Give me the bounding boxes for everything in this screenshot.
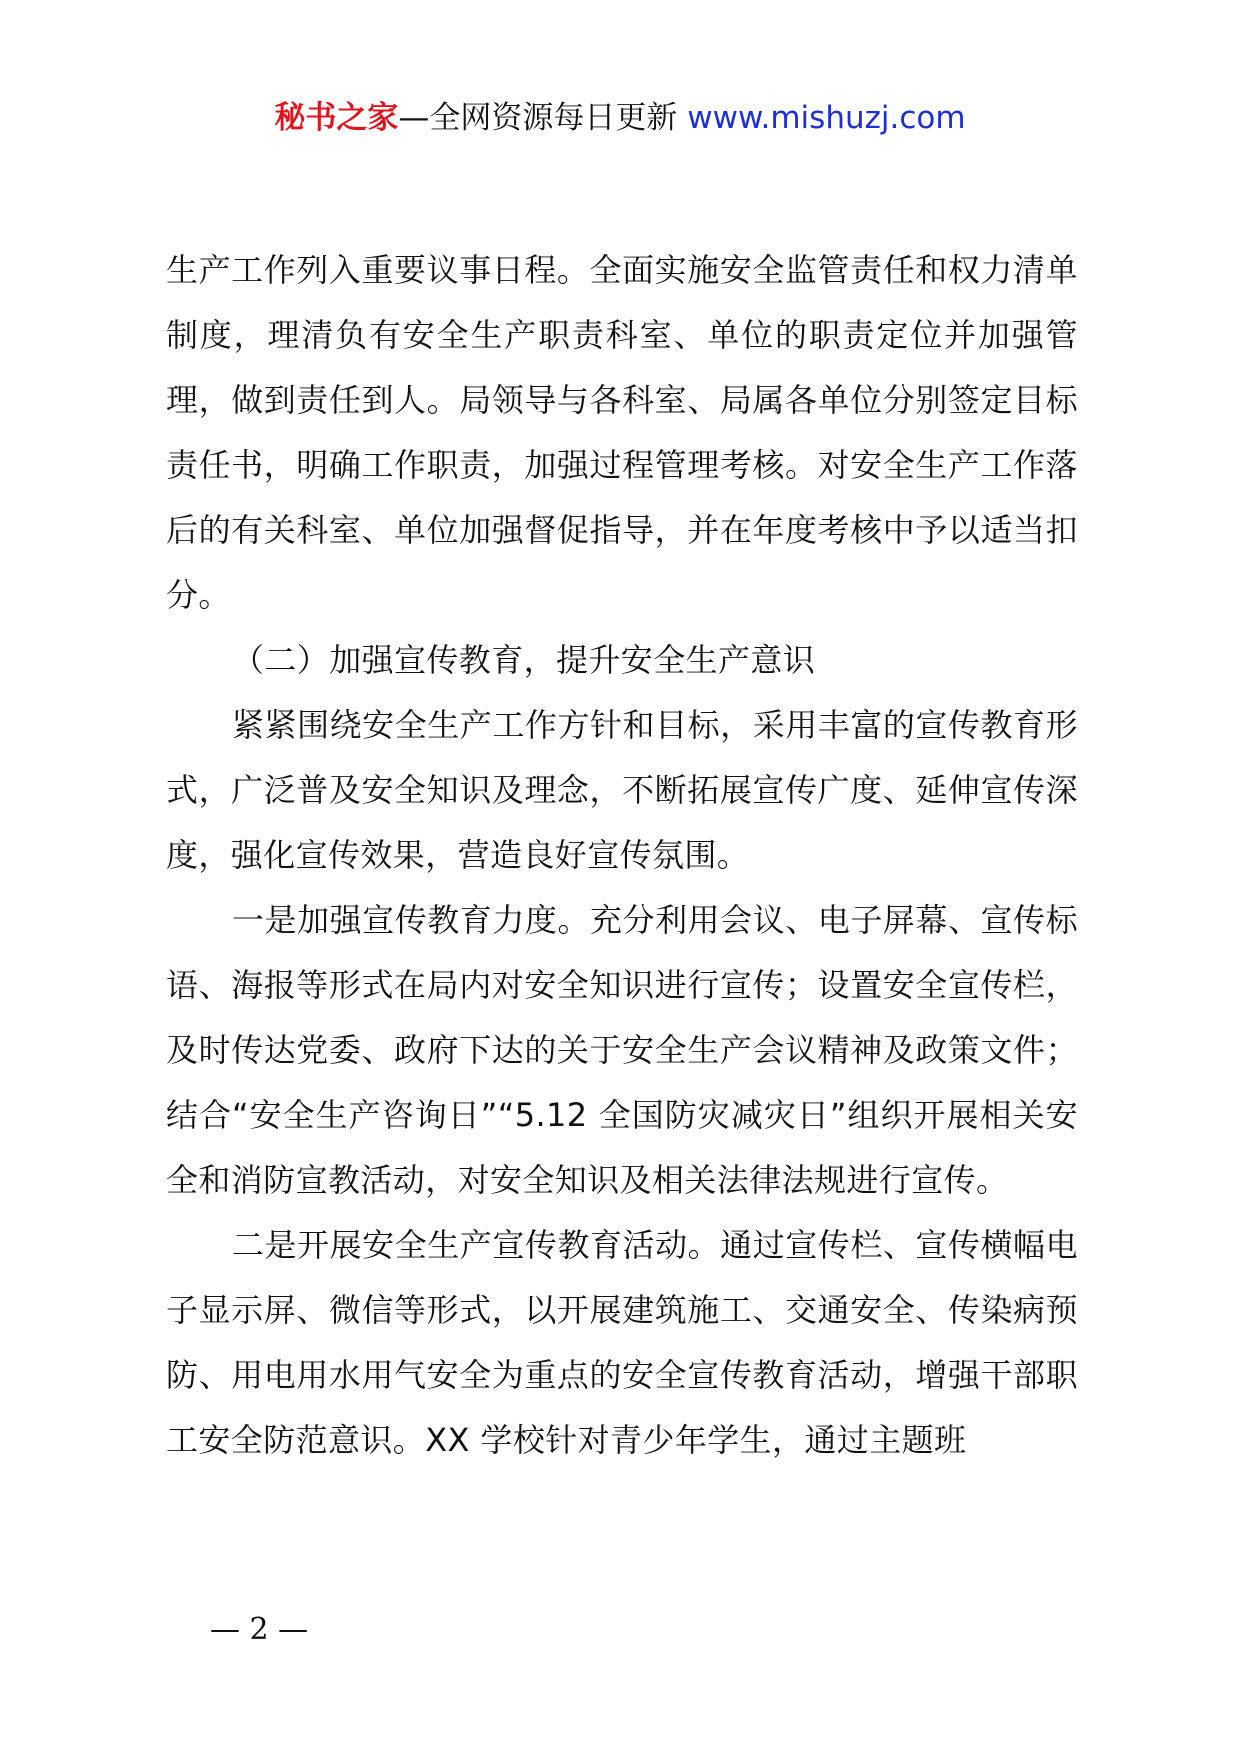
page-number: — 2 —: [210, 1612, 309, 1647]
site-slogan: —全网资源每日更新: [398, 100, 678, 136]
document-body: [166, 238, 1078, 1473]
site-header: [0, 98, 1240, 138]
body-paragraph-continuation: 生产工作列入重要议事日程。全面实施安全监管责任和权力清单制度，理清负有安全生产职责科室、单位的职责定位并加强管理，做到责任到人。局领导与各科室、局属各单位分别签定目标责任书，明确工作职责，加强过程管理考核。对安全生产工作落后的有关科室、单位加强督促指导，并在年度考核中予以适当扣分。: [166, 251, 1078, 614]
body-paragraph: 一是加强宣传教育力度。充分利用会议、电子屏幕、宣传标语、海报等形式在局内对安全知识进行宣传；设置安全宣传栏，及时传达党委、政府下达的关于安全生产会议精神及政策文件；结合“安全生产咨询日”“5.12 全国防灾减灾日”组织开展相关安全和消防宣教活动，对安全知识及相关法律法规进行宣传。: [166, 901, 1078, 1199]
body-paragraph: 紧紧围绕安全生产工作方针和目标，采用丰富的宣传教育形式，广泛普及安全知识及理念，不断拓展宣传广度、延伸宣传深度，强化宣传效果，营造良好宣传氛围。: [166, 706, 1078, 874]
site-brand: 秘书之家: [274, 100, 399, 136]
section-heading: （二）加强宣传教育，提升安全生产意识: [232, 641, 816, 679]
body-paragraph: 二是开展安全生产宣传教育活动。通过宣传栏、宣传横幅电子显示屏、微信等形式，以开展建筑施工、交通安全、传染病预防、用电用水用气安全为重点的安全宣传教育活动，增强干部职工安全防范意识。XX 学校针对青少年学生，通过主题班: [166, 1226, 1078, 1459]
site-url-link[interactable]: www.mishuzj.com: [687, 100, 966, 136]
